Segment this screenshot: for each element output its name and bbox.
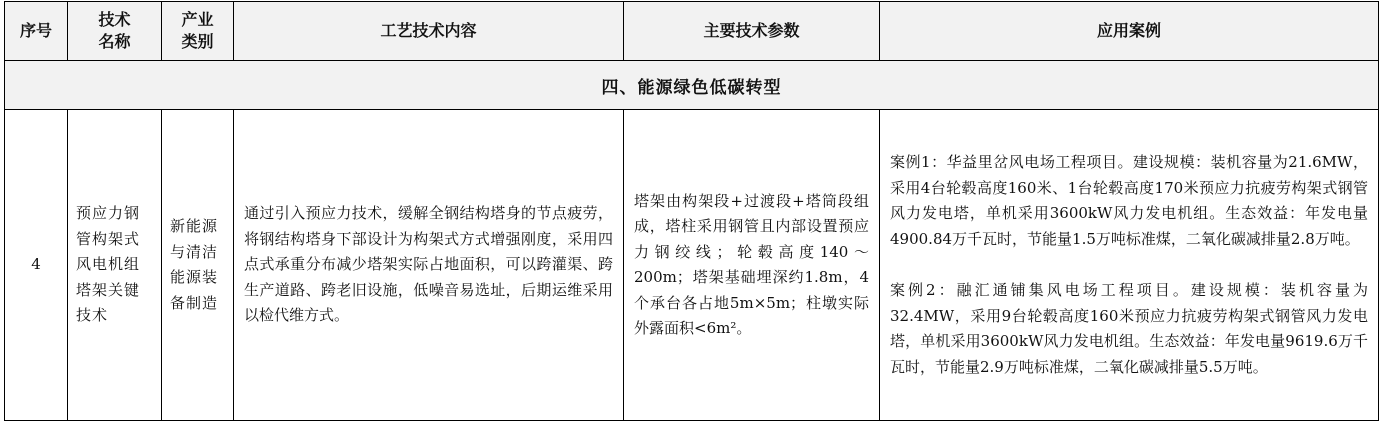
- section-title: 四、能源绿色低碳转型: [5, 61, 1379, 110]
- case-1: 案例1：华益里岔风电场工程项目。建设规模：装机容量为21.6MW，采用4台轮毂高度160米、1台轮毂高度170米预应力抗疲劳构架式钢管风力发电塔，单机采用3600kW风力发电机组。生态效益：年发电量4900.84万千瓦时，节能量1.5万吨标准煤，二氧化碳减排量2.8万吨。: [890, 153, 1368, 248]
- table-row: [5, 110, 1379, 421]
- row-process: 通过引入预应力技术，缓解全钢结构塔身的节点疲劳，将钢结构塔身下部设计为构架式方式增强刚度，采用四点式承重分布减少塔架实际占地面积，可以跨灌渠、跨生产道路、跨老旧设施，低噪音易选址，后期运维采用以检代维方式。: [234, 110, 624, 421]
- header-industry: [162, 2, 234, 61]
- header-tech-name: [68, 2, 162, 61]
- technology-table: [4, 1, 1379, 421]
- header-row: [5, 2, 1379, 61]
- row-tech-name: 预应力钢管构架式风电机组塔架关键技术: [68, 110, 162, 421]
- header-industry-text: 产业 类别: [181, 10, 214, 51]
- case-spacer: [890, 252, 1368, 278]
- header-params: 主要技术参数: [624, 2, 880, 61]
- case-2: 案例2：融汇通铺集风电场工程项目。建设规模：装机容量为32.4MW，采用9台轮毂高度160米预应力抗疲劳构架式钢管风力发电塔，单机采用3600kW风力发电机组。生态效益：年发电量9619.6万千瓦时，节能量2.9万吨标准煤，二氧化碳减排量5.5万吨。: [890, 281, 1368, 376]
- row-index: 4: [5, 110, 68, 421]
- row-cases: [880, 110, 1379, 421]
- row-params: 塔架由构架段+过渡段+塔筒段组成，塔柱采用钢管且内部设置预应力钢绞线；轮毂高度140～200m；塔架基础埋深约1.8m，4个承台各占地5m×5m；柱墩实际外露面积<6m²。: [624, 110, 880, 421]
- header-tech-name-text: 技术 名称: [98, 10, 131, 51]
- header-process: 工艺技术内容: [234, 2, 624, 61]
- section-row: [5, 61, 1379, 110]
- row-industry: 新能源与清洁能源装备制造: [162, 110, 234, 421]
- header-cases: 应用案例: [880, 2, 1379, 61]
- header-index: 序号: [5, 2, 68, 61]
